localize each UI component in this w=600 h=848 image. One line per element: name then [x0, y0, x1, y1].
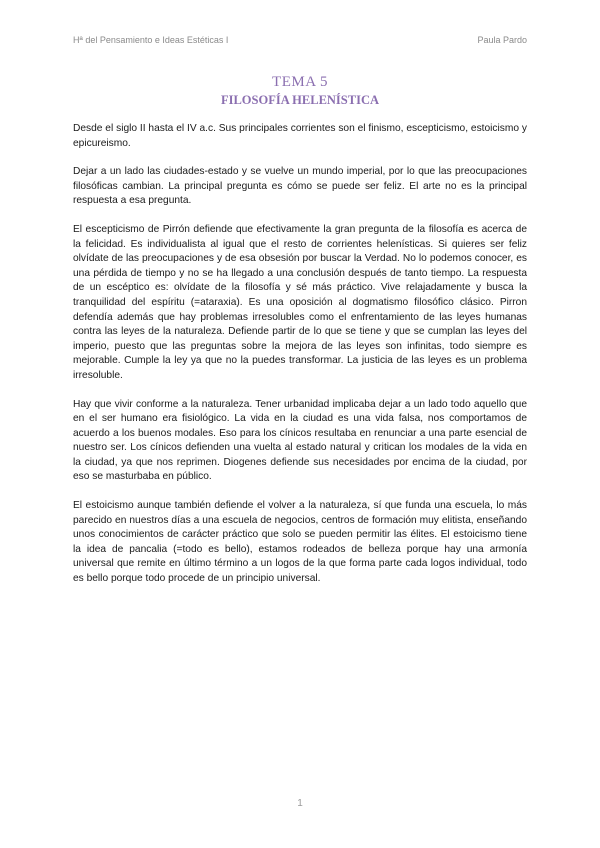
- paragraph-cinismo: Hay que vivir conforme a la naturaleza. Tener urbanidad implicaba dejar a un lado todo aquello que en el ser humano era fisiológico. La vida en la ciudad es una vida falsa, nos comportamos de acuerdo a los buenos modales. Eso para los cínicos resultaba en renunciar a una parte esencial de nuestro ser. Los cínicos defienden una vuelta al estado natural y critican los modales de la vida en la ciudad, ya que nos reprimen. Diogenes defiende sus necesidades por encima de la ciudad, por eso se masturbaba en público.: [73, 398, 527, 483]
- paragraph-intro: Desde el siglo II hasta el IV a.c. Sus principales corrientes son el finismo, escepticismo, estoicismo y epicureismo.: [73, 123, 527, 149]
- document-body: [73, 122, 527, 601]
- paragraph-escepticismo: El escepticismo de Pirrón defiende que efectivamente la gran pregunta de la filosofía es acerca de la felicidad. Es individualista al igual que el resto de corrientes helenísticas. Si quieres ser feliz olvídate de las preocupaciones y de esa obsesión por buscar la Verdad. No lo podemos conocer, es una pérdida de tiempo y no se ha llegado a una conclusión después de tanto tiempo. La respuesta de un escéptico es: olvídate de la filosofía y sé más práctico. Vive relajadamente y busca la tranquilidad del espíritu (=ataraxia). Es una oposición al dogmatismo filosófico clásico. Pirron defendía además que hay problemas irresolubles como el enfrentamiento de las leyes humanas contra las leyes de la naturaleza. Defiende partir de lo que se tiene y que se cumplan las leyes del imperio, puesto que las preguntas sobre la mejora de las leyes son infinitas, todo siempre es mejorable. Cumple la ley ya que no la puedes transformar. La justicia de las leyes es un problema irresoluble.: [73, 223, 527, 381]
- header-author: Paula Pardo: [477, 35, 527, 45]
- title-block: [0, 74, 600, 108]
- paragraph-estoicismo: El estoicismo aunque también defiende el volver a la naturaleza, sí que funda una escuela, lo más parecido en nuestros días a una escuela de negocios, centros de formación muy elitista, enseñando unos conocimientos de carácter práctico que solo se pueden permitir las élites. El estoicismo tiene la idea de pancalia (=todo es bello), estamos rodeados de belleza porque hay una armonía universal que remite en último término a un logos de la que forma parte cada logos individual, todo es bello porque todo procede de un principio universal.: [73, 500, 527, 585]
- paragraph-context: Dejar a un lado las ciudades-estado y se vuelve un mundo imperial, por lo que las preocupaciones filosóficas cambian. La principal pregunta es cómo se puede ser feliz. El arte no es la principal respuesta a esa pregunta.: [73, 166, 527, 207]
- page-number: 1: [297, 798, 303, 809]
- header-course-title: Hª del Pensamiento e Ideas Estéticas I: [73, 35, 229, 45]
- chapter-title: TEMA 5: [272, 74, 328, 90]
- page-header: [73, 35, 527, 45]
- chapter-subtitle: FILOSOFÍA HELENÍSTICA: [220, 93, 380, 107]
